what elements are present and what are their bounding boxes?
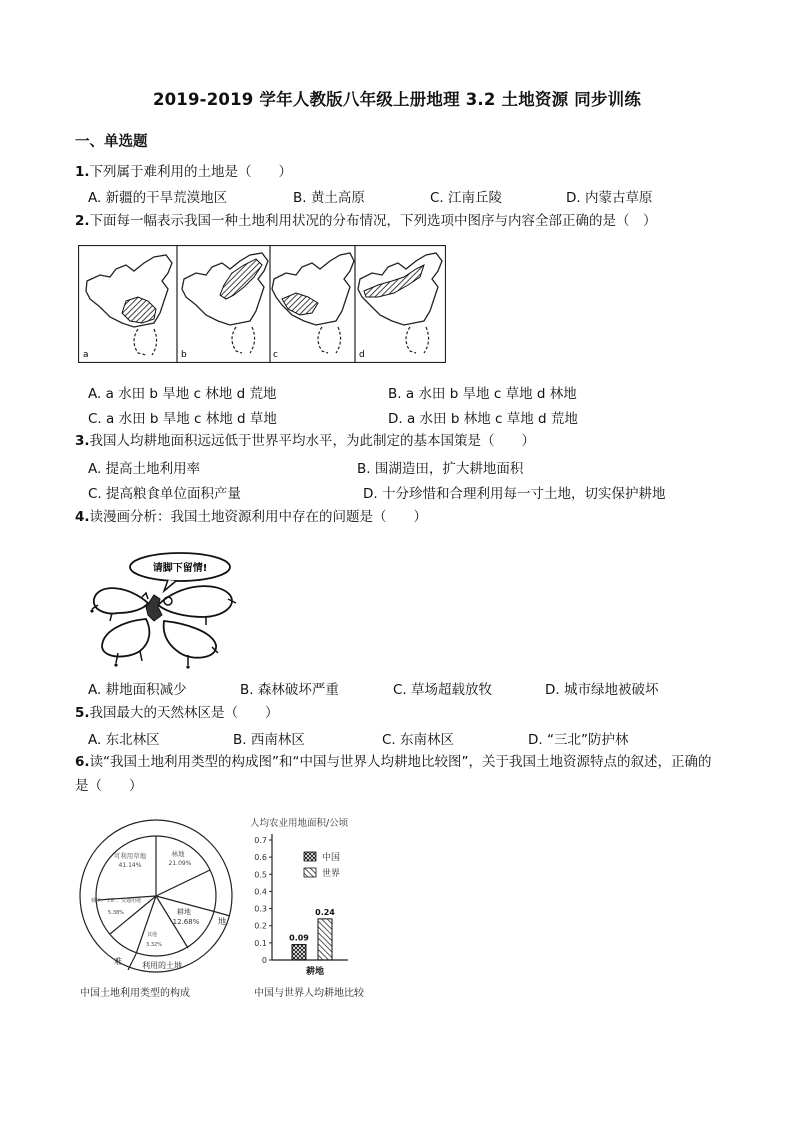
soil-cartoon xyxy=(88,543,246,669)
pie-label-urban: 城乡、工矿、交通用地 xyxy=(90,898,142,904)
q3-option-c[interactable]: C. 提高粮食单位面积产量 xyxy=(88,486,242,502)
q3-option-d[interactable]: D. 十分珍惜和合理利用每一寸土地，切实保护耕地 xyxy=(363,486,666,502)
bars xyxy=(289,908,335,960)
q2-option-a[interactable]: A. a 水田 b 旱地 c 林地 d 荒地 xyxy=(88,386,277,402)
question-4: 4.读漫画分析：我国土地资源利用中存在的问题是（ ） xyxy=(75,509,428,525)
question-3: 3.我国人均耕地面积远远低于世界平均水平，为此制定的基本国策是（ ） xyxy=(75,433,536,449)
question-2: 2.下面每一幅表示我国一种土地利用状况的分布情况，下列选项中图序与内容全部正确的是（ ） xyxy=(75,213,657,229)
land-use-maps xyxy=(78,245,446,363)
y-tick-label: 0.4 xyxy=(254,887,267,897)
pie-value-grassland: 41.14% xyxy=(118,862,142,869)
legend-swatch-world xyxy=(304,868,316,877)
farmland-bar-chart xyxy=(248,812,398,1006)
bar-value-label: 0.09 xyxy=(289,933,309,943)
y-tick-label: 0.1 xyxy=(254,938,267,948)
pie-value-forest: 21.09% xyxy=(168,860,192,867)
y-tick-label: 0.2 xyxy=(254,921,267,931)
q1-option-c[interactable]: C. 江南丘陵 xyxy=(430,190,503,206)
pie-label-grassland: 可利用草地 xyxy=(113,852,147,860)
bar-china xyxy=(292,945,306,960)
bar-value-label: 0.24 xyxy=(315,907,335,917)
y-tick-label: 0.7 xyxy=(254,836,267,845)
map-label-a: a xyxy=(83,350,89,360)
pie-value-other: 3.32% xyxy=(146,942,162,948)
q4-option-a[interactable]: A. 耕地面积减少 xyxy=(88,682,187,698)
y-tick-label: 0.6 xyxy=(254,853,267,863)
q4-option-b[interactable]: B. 森林破坏严重 xyxy=(240,682,339,698)
cartoon-speech-text: 请脚下留情! xyxy=(152,563,208,574)
q2-option-d[interactable]: D. a 水田 b 林地 c 草地 d 荒地 xyxy=(388,411,578,427)
legend-swatch-china xyxy=(304,852,316,861)
land-use-pie xyxy=(76,818,242,1002)
question-1: 1.下列属于难利用的土地是（ ） xyxy=(75,164,293,180)
y-tick-label: 0.5 xyxy=(254,870,267,880)
q4-option-d[interactable]: D. 城市绿地被破坏 xyxy=(545,682,659,698)
q1-option-b[interactable]: B. 黄土高原 xyxy=(293,190,365,206)
legend-label-world: 世界 xyxy=(322,869,341,879)
map-b xyxy=(182,253,268,353)
y-tick-label: 0 xyxy=(261,956,267,965)
section-heading: 一、单选题 xyxy=(75,134,148,150)
q1-option-d[interactable]: D. 内蒙古草原 xyxy=(566,190,653,206)
pie-ring-label-3: 难 xyxy=(114,957,122,966)
map-label-b: b xyxy=(181,350,187,360)
page-title: 2019-2019 学年人教版八年级上册地理 3.2 土地资源 同步训练 xyxy=(152,90,642,109)
pie-label-other: 其他 xyxy=(146,932,158,938)
q2-option-b[interactable]: B. a 水田 b 旱地 c 草地 d 林地 xyxy=(388,386,577,402)
q3-option-b[interactable]: B. 围湖造田，扩大耕地面积 xyxy=(357,461,524,477)
pie-label-forest: 林地 xyxy=(171,850,185,858)
q5-option-d[interactable]: D. “三北”防护林 xyxy=(528,732,629,748)
pie-value-farmland: 12.68% xyxy=(172,918,200,926)
bar-world xyxy=(318,919,332,960)
map-c xyxy=(272,253,354,353)
pie-caption: 中国土地利用类型的构成 xyxy=(80,988,190,999)
chart-title: 人均农业用地面积/公顷 xyxy=(250,818,349,829)
q3-option-a[interactable]: A. 提高土地利用率 xyxy=(88,461,201,477)
pie-ring-label-2: 地 xyxy=(218,917,226,926)
legend xyxy=(304,851,340,879)
q5-option-c[interactable]: C. 东南林区 xyxy=(382,732,455,748)
map-a xyxy=(86,255,172,355)
q1-option-a[interactable]: A. 新疆的干旱荒漠地区 xyxy=(88,190,228,206)
map-label-d: d xyxy=(359,350,365,360)
question-6: 6.读“我国土地利用类型的构成图”和“中国与世界人均耕地比较图”，关于我国土地资源特点的叙述，正确的是（ ） xyxy=(75,754,712,794)
x-category-label: 耕地 xyxy=(306,967,325,977)
chart-caption: 中国与世界人均耕地比较 xyxy=(254,988,364,999)
pie-value-urban: 5.38% xyxy=(108,910,124,916)
y-tick-label: 0.3 xyxy=(254,904,267,914)
q4-option-c[interactable]: C. 草场超载放牧 xyxy=(393,682,493,698)
question-5: 5.我国最大的天然林区是（ ） xyxy=(75,705,279,721)
q5-option-b[interactable]: B. 西南林区 xyxy=(233,732,305,748)
map-label-c: c xyxy=(273,350,278,360)
pie-label-farmland: 耕地 xyxy=(177,908,191,916)
pie-ring-label-1: 利用的土地 xyxy=(142,961,182,970)
map-d xyxy=(358,253,442,353)
q2-option-c[interactable]: C. a 水田 b 旱地 c 林地 d 草地 xyxy=(88,411,277,427)
legend-label-china: 中国 xyxy=(322,853,341,863)
q5-option-a[interactable]: A. 东北林区 xyxy=(88,732,160,748)
